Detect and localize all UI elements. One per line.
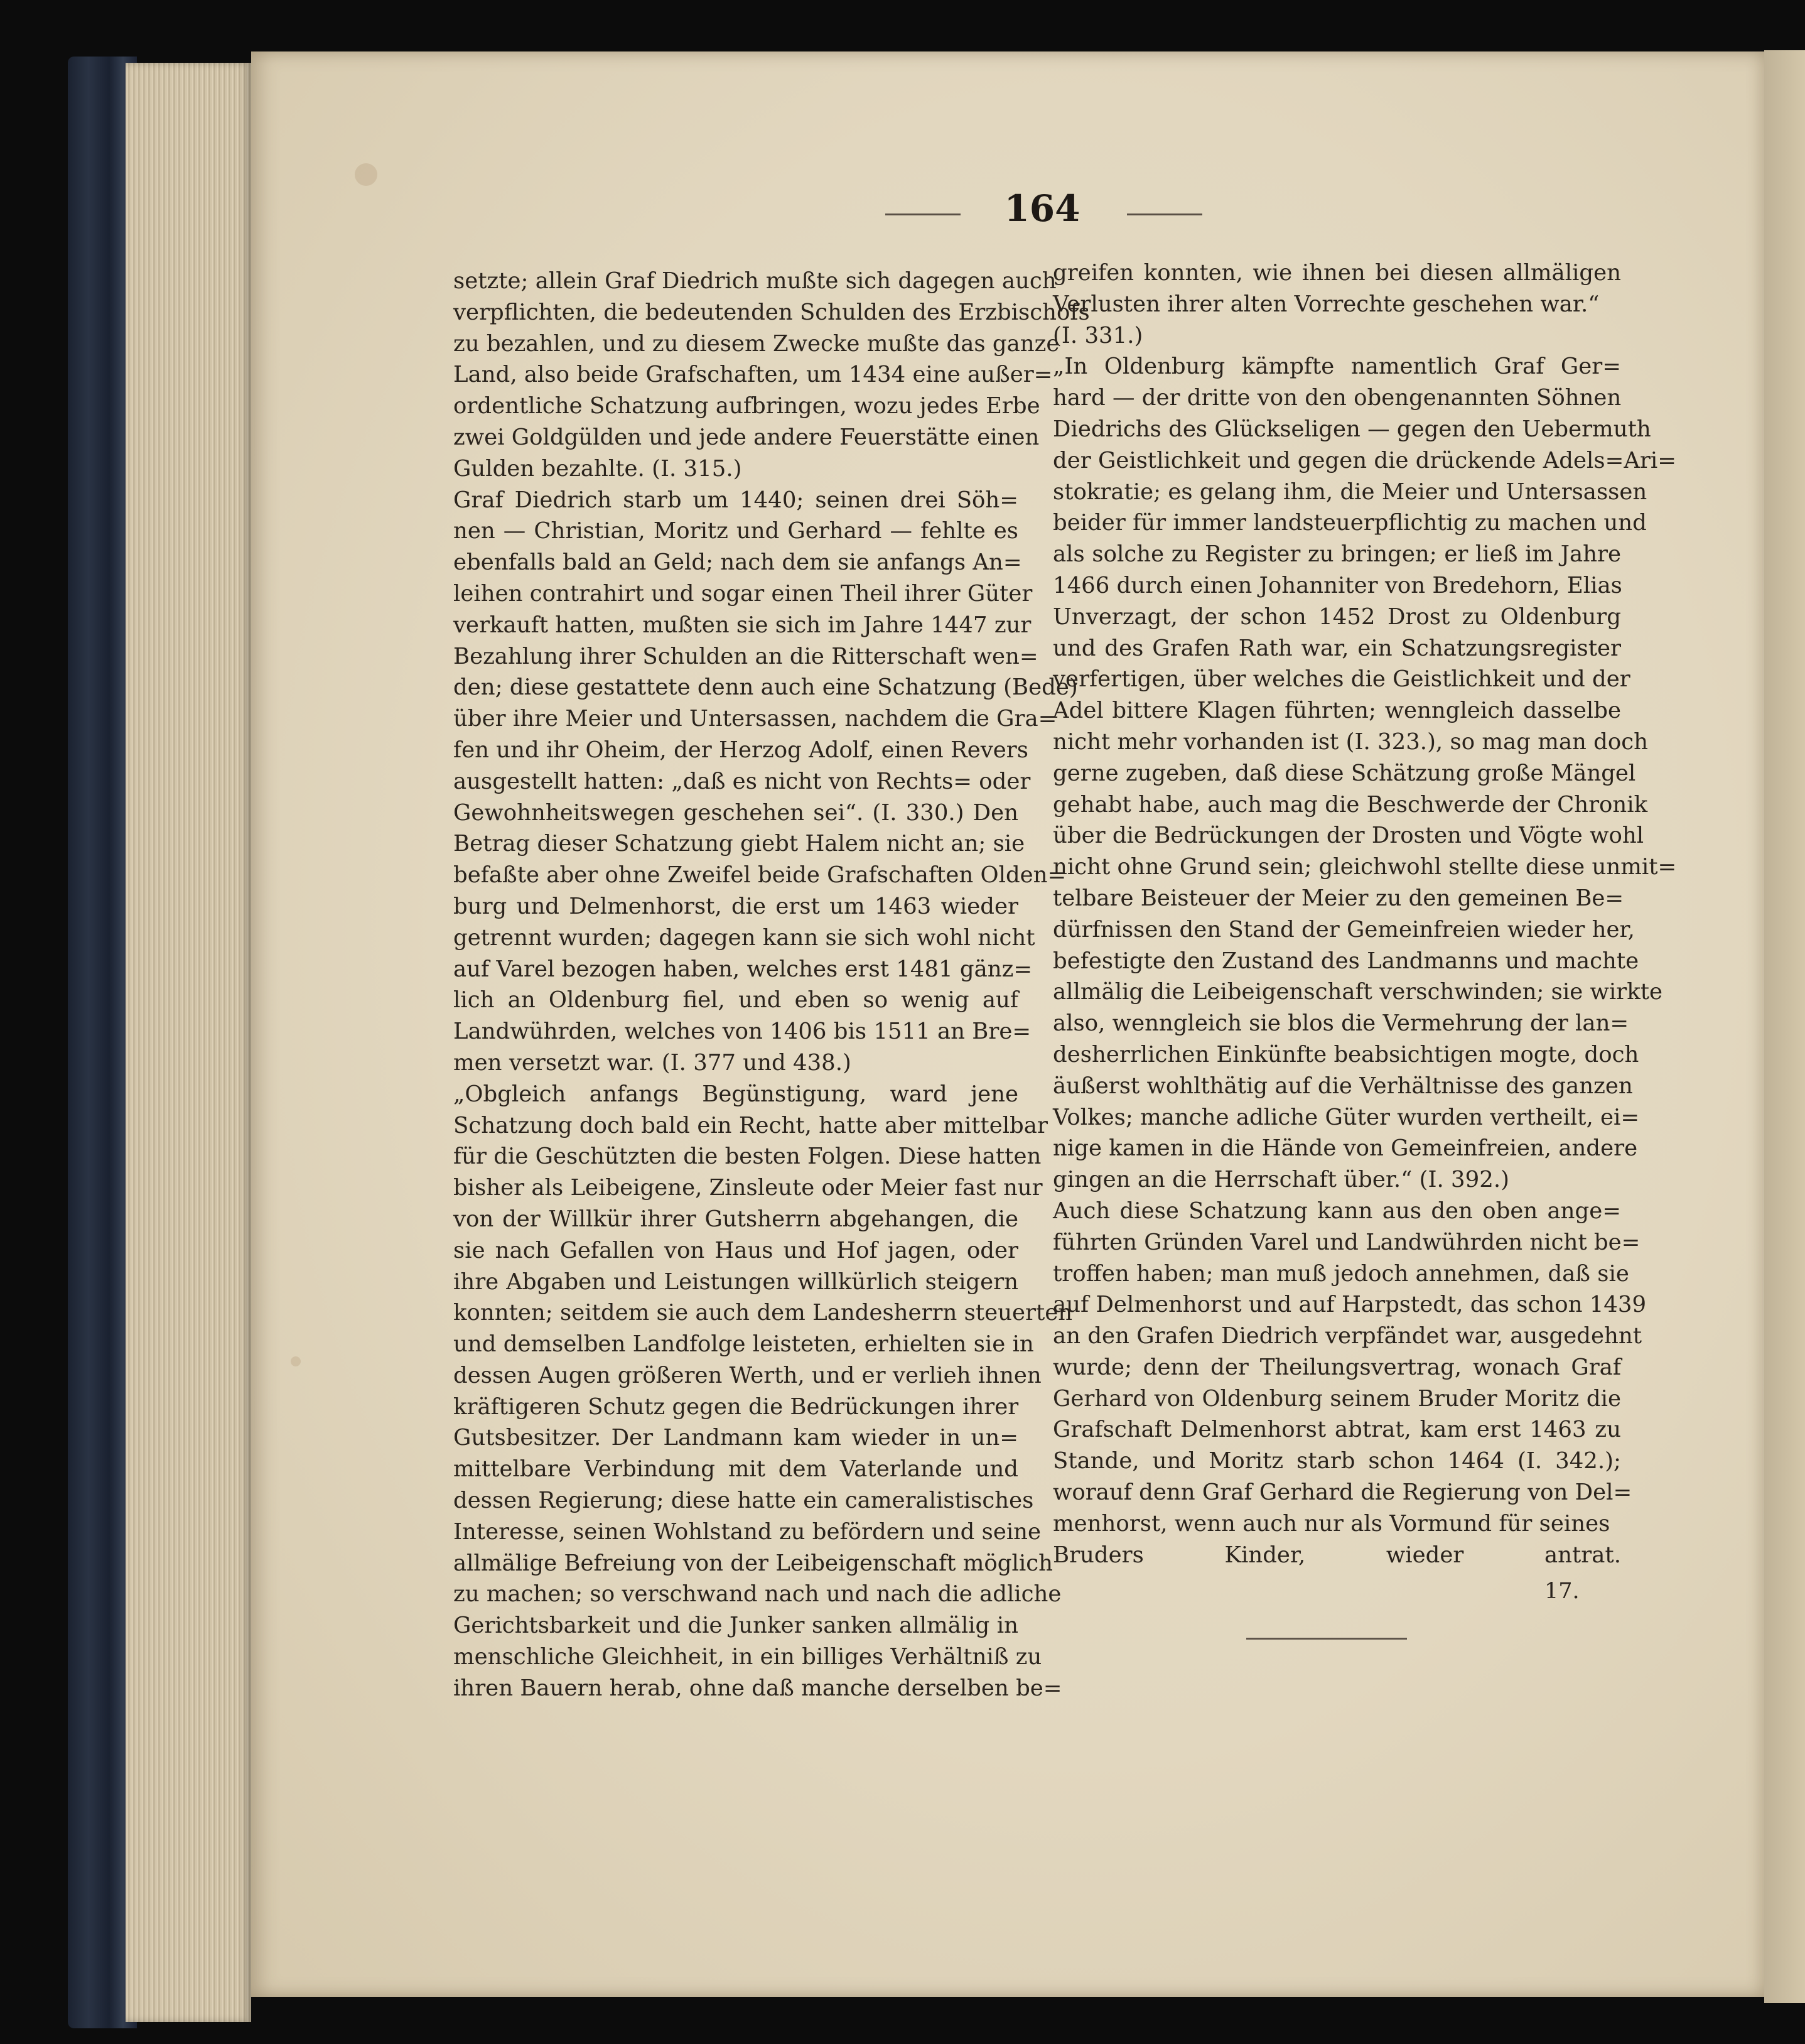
text-line: telbare Beisteuer der Meier zu den gemeinen Be=: [1053, 885, 1624, 911]
text-line: verfertigen, über welches die Geistlichkeit und der: [1053, 666, 1630, 693]
text-line: als solche zu Register zu bringen; er ließ im Jahre: [1053, 541, 1621, 568]
end-rule: [1246, 1638, 1407, 1640]
page-number-rule-right: [1127, 214, 1202, 215]
signature-mark: 17.: [1544, 1579, 1580, 1604]
text-line: verkauft hatten, mußten sie sich im Jahre 1447 zur: [453, 612, 1032, 638]
text-line: konnten; seitdem sie auch dem Landesherrn steuerten: [453, 1300, 1073, 1326]
text-line: Landwührden, welches von 1406 bis 1511 an Bre=: [453, 1019, 1032, 1045]
page-stain: [355, 163, 377, 186]
text-line: Gerhard von Oldenburg seinem Bruder Moritz die: [1053, 1385, 1621, 1412]
text-line: und demselben Landfolge leisteten, erhielten sie in: [453, 1331, 1034, 1358]
text-line: führten Gründen Varel und Landwührden nicht be=: [1053, 1229, 1641, 1255]
text-line: getrennt wurden; dagegen kann sie sich wohl nicht: [453, 924, 1035, 951]
text-line: worauf denn Graf Gerhard die Regierung von Del=: [1053, 1479, 1632, 1506]
text-line: dessen Augen größeren Werth, und er verlieh ihnen: [453, 1362, 1042, 1388]
text-line: mittelbare Verbindung mit dem Vaterlande und: [453, 1456, 1018, 1483]
text-line: auf Delmenhorst und auf Harpstedt, das schon 1439: [1053, 1292, 1647, 1318]
text-line: über ihre Meier und Untersassen, nachdem die Gra=: [453, 706, 1057, 732]
left-text-column: [453, 266, 1090, 1704]
text-line: ausgestellt hatten: „daß es nicht von Rechts= oder: [453, 768, 1031, 794]
text-line: Schatzung doch bald ein Recht, hatte aber mittelbar: [453, 1112, 1048, 1138]
text-line: 1466 durch einen Johanniter von Bredehorn, Elias: [1053, 572, 1622, 598]
text-line: dessen Regierung; diese hatte ein cameralistisches: [453, 1488, 1034, 1514]
text-line: also, wenngleich sie blos die Vermehrung der lan=: [1053, 1010, 1629, 1037]
text-line: men versetzt war. (I. 377 und 438.): [453, 1049, 851, 1076]
text-line: desherrlichen Einkünfte beabsichtigen mogte, doch: [1053, 1041, 1639, 1068]
text-line: Diedrichs des Glückseligen — gegen den Uebermuth: [1053, 416, 1651, 442]
text-line: Bezahlung ihrer Schulden an die Ritterschaft wen=: [453, 643, 1038, 669]
text-line: ordentliche Schatzung aufbringen, wozu jedes Erbe: [453, 393, 1040, 419]
text-line: allmälige Befreiung von der Leibeigenschaft möglich: [453, 1550, 1053, 1576]
text-line: und des Grafen Rath war, ein Schatzungsregister: [1053, 635, 1621, 661]
text-line: zu machen; so verschwand nach und nach die adliche: [453, 1581, 1062, 1608]
text-line: (I. 331.): [1053, 322, 1143, 349]
text-line: „In Oldenburg kämpfte namentlich Graf Ger=: [1053, 354, 1621, 380]
text-line: leihen contrahirt und sogar einen Theil ihrer Güter: [453, 580, 1033, 607]
text-line: von der Willkür ihrer Gutsherrn abgehangen, die: [453, 1206, 1018, 1232]
text-line: lich an Oldenburg fiel, und eben so wenig auf: [453, 987, 1018, 1014]
text-line: hard — der dritte von den obengenannten Söhnen: [1053, 385, 1622, 411]
text-line: nen — Christian, Moritz und Gerhard — fehlte es: [453, 518, 1018, 544]
text-line: den; diese gestattete denn auch eine Schatzung (Bede): [453, 674, 1078, 701]
text-line: menhorst, wenn auch nur als Vormund für seines: [1053, 1510, 1610, 1537]
text-line: Volkes; manche adliche Güter wurden vertheilt, ei=: [1053, 1104, 1640, 1130]
text-line: „Obgleich anfangs Begünstigung, ward jene: [453, 1081, 1018, 1107]
page-number-rule-left: [885, 214, 961, 215]
text-line: setzte; allein Graf Diedrich mußte sich dagegen auch: [453, 268, 1057, 294]
text-line: über die Bedrückungen der Drosten und Vögte wohl: [1053, 823, 1644, 849]
text-line: Land, also beide Grafschaften, um 1434 eine außer=: [453, 362, 1053, 388]
text-line: befaßte aber ohne Zweifel beide Grafschaften Olden=: [453, 862, 1067, 889]
text-line: dürfnissen den Stand der Gemeinfreien wieder her,: [1053, 916, 1635, 943]
text-line: nicht mehr vorhanden ist (I. 323.), so mag man doch: [1053, 728, 1649, 755]
text-line: beider für immer landsteuerpflichtig zu machen und: [1053, 510, 1647, 536]
text-line: Verlusten ihrer alten Vorrechte geschehen war.“: [1053, 291, 1600, 317]
text-line: zwei Goldgülden und jede andere Feuerstätte einen: [453, 424, 1040, 450]
text-line: fen und ihr Oheim, der Herzog Adolf, einen Revers: [453, 737, 1028, 763]
text-line: zu bezahlen, und zu diesem Zwecke mußte das ganze: [453, 330, 1060, 357]
text-line: Bruders Kinder, wieder antrat.: [1053, 1542, 1621, 1568]
text-line: Betrag dieser Schatzung giebt Halem nicht an; sie: [453, 831, 1025, 857]
text-line: Interesse, seinen Wohlstand zu befördern und seine: [453, 1518, 1042, 1545]
text-line: gerne zugeben, daß diese Schätzung große Mängel: [1053, 760, 1636, 786]
text-line: Unverzagt, der schon 1452 Drost zu Oldenburg: [1053, 603, 1621, 630]
page-stain: [291, 1356, 301, 1366]
text-line: allmälig die Leibeigenschaft verschwinden; sie wirkte: [1053, 979, 1663, 1005]
text-line: nicht ohne Grund sein; gleichwohl stellte diese unmit=: [1053, 854, 1677, 880]
text-line: Stande, und Moritz starb schon 1464 (I. 342.);: [1053, 1448, 1621, 1474]
text-line: nige kamen in die Hände von Gemeinfreien, andere: [1053, 1135, 1638, 1162]
text-line: menschliche Gleichheit, in ein billiges Verhältniß zu: [453, 1644, 1042, 1670]
text-line: kräftigeren Schutz gegen die Bedrückungen ihrer: [453, 1393, 1019, 1420]
text-line: ihre Abgaben und Leistungen willkürlich steigern: [453, 1268, 1018, 1295]
text-line: burg und Delmenhorst, die erst um 1463 wieder: [453, 893, 1018, 919]
text-line: gingen an die Herrschaft über.“ (I. 392.): [1053, 1167, 1509, 1193]
text-line: für die Geschützten die besten Folgen. Diese hatten: [453, 1144, 1042, 1170]
text-line: ihren Bauern herab, ohne daß manche derselben be=: [453, 1675, 1062, 1701]
text-line: äußerst wohlthätig auf die Verhältnisse des ganzen: [1053, 1073, 1633, 1099]
text-line: Gerichtsbarkeit und die Junker sanken allmälig in: [453, 1613, 1018, 1639]
text-line: gehabt habe, auch mag die Beschwerde der Chronik: [1053, 791, 1648, 818]
page-edges: [126, 63, 251, 2022]
text-line: sie nach Gefallen von Haus und Hof jagen, oder: [453, 1237, 1018, 1263]
page-number: 164: [1004, 187, 1080, 230]
text-line: Gewohnheitswegen geschehen sei“. (I. 330.) Den: [453, 799, 1018, 826]
text-line: Graf Diedrich starb um 1440; seinen drei Söh=: [453, 487, 1018, 513]
text-line: befestigte den Zustand des Landmanns und machte: [1053, 948, 1639, 974]
next-page-edge: [1764, 50, 1805, 2003]
text-line: wurde; denn der Theilungsvertrag, wonach Graf: [1053, 1354, 1621, 1380]
text-line: Grafschaft Delmenhorst abtrat, kam erst 1463 zu: [1053, 1417, 1621, 1443]
text-line: Gutsbesitzer. Der Landmann kam wieder in un=: [453, 1425, 1018, 1451]
text-line: Gulden bezahlte. (I. 315.): [453, 455, 742, 482]
text-line: auf Varel bezogen haben, welches erst 1481 gänz=: [453, 956, 1033, 982]
text-line: verpflichten, die bedeutenden Schulden des Erzbischofs: [453, 299, 1090, 325]
text-line: troffen haben; man muß jedoch annehmen, daß sie: [1053, 1260, 1629, 1287]
text-line: der Geistlichkeit und gegen die drückende Adels=Ari=: [1053, 447, 1677, 473]
text-line: bisher als Leibeigene, Zinsleute oder Meier fast nur: [453, 1175, 1043, 1201]
right-text-column: [1053, 257, 1677, 1571]
text-line: Auch diese Schatzung kann aus den oben ange=: [1053, 1198, 1621, 1224]
text-line: an den Grafen Diedrich verpfändet war, ausgedehnt: [1053, 1323, 1642, 1349]
text-line: greifen konnten, wie ihnen bei diesen allmäligen: [1053, 260, 1621, 286]
text-line: ebenfalls bald an Geld; nach dem sie anfangs An=: [453, 549, 1022, 576]
text-line: Adel bittere Klagen führten; wenngleich dasselbe: [1053, 698, 1621, 724]
text-line: stokratie; es gelang ihm, die Meier und Untersassen: [1053, 479, 1647, 505]
